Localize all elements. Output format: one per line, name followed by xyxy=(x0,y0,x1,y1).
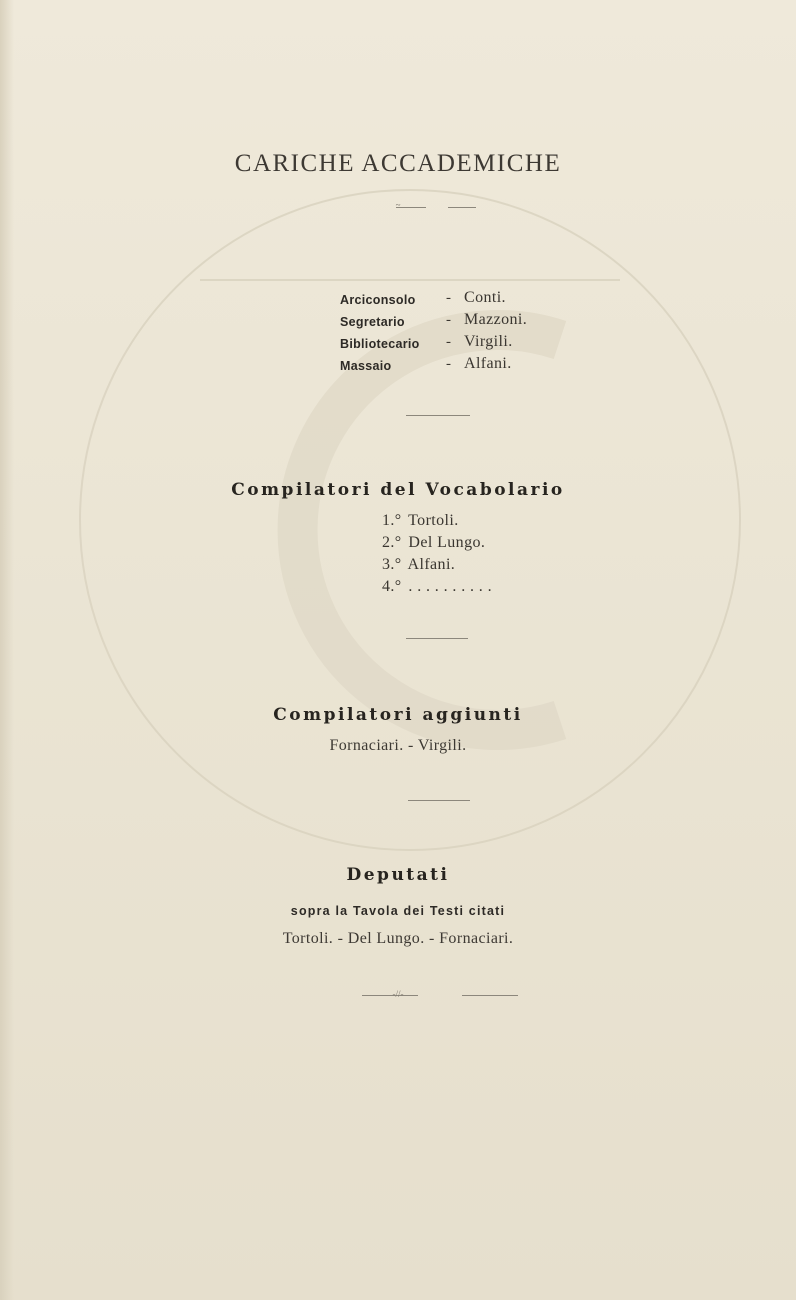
aggiunti-names: Fornaciari. - Virgili. xyxy=(329,737,467,754)
officer-name: Mazzoni. xyxy=(464,311,528,328)
officer-dash: - xyxy=(446,334,451,350)
officer-role: Arciconsolo xyxy=(340,293,416,307)
list-item xyxy=(382,556,492,578)
list-item xyxy=(382,534,492,556)
item-name: Tortoli. xyxy=(408,512,459,529)
item-ordinal: 1.° xyxy=(382,512,402,529)
deputati-heading: Deputati xyxy=(346,865,450,885)
officer-name: Conti. xyxy=(464,289,506,306)
officer-row xyxy=(340,289,600,311)
item-ordinal: 2.° xyxy=(382,534,402,551)
item-ordinal: 3.° xyxy=(382,556,402,573)
closing-rule-right xyxy=(462,995,518,996)
vocabolario-heading: Compilatori del Vocabolario xyxy=(231,480,565,500)
officer-row xyxy=(340,333,600,355)
section-divider xyxy=(406,415,470,416)
officer-name: Alfani. xyxy=(464,355,512,372)
officer-row xyxy=(340,311,600,333)
closing-flourish: -//- xyxy=(392,989,404,999)
deputati-names: Tortoli. - Del Lungo. - Fornaciari. xyxy=(282,930,514,947)
officers-list xyxy=(340,289,600,377)
vocabolario-list xyxy=(382,512,492,600)
list-item xyxy=(382,578,492,600)
officer-dash: - xyxy=(446,356,451,372)
item-name: . . . . . . . . . . xyxy=(408,578,493,595)
list-item xyxy=(382,512,492,534)
officer-dash: - xyxy=(446,312,451,328)
page-edge-shadow xyxy=(0,0,14,1300)
aggiunti-heading: Compilatori aggiunti xyxy=(273,705,523,725)
item-name: Alfani. xyxy=(407,556,456,573)
title-flourish: ~ xyxy=(395,200,401,210)
officer-dash: - xyxy=(446,290,451,306)
item-name: Del Lungo. xyxy=(408,534,486,551)
officer-role: Segretario xyxy=(340,315,405,329)
section-divider xyxy=(408,800,470,801)
title-rule-right xyxy=(448,207,476,208)
section-divider xyxy=(406,638,468,639)
officer-role: Massaio xyxy=(340,359,392,373)
page-title: CARICHE ACCADEMICHE xyxy=(234,150,562,177)
deputati-subtitle: sopra la Tavola dei Testi citati xyxy=(290,904,506,918)
officer-row xyxy=(340,355,600,377)
officer-role: Bibliotecario xyxy=(340,337,420,351)
officer-name: Virgili. xyxy=(464,333,513,350)
item-ordinal: 4.° xyxy=(382,578,402,595)
